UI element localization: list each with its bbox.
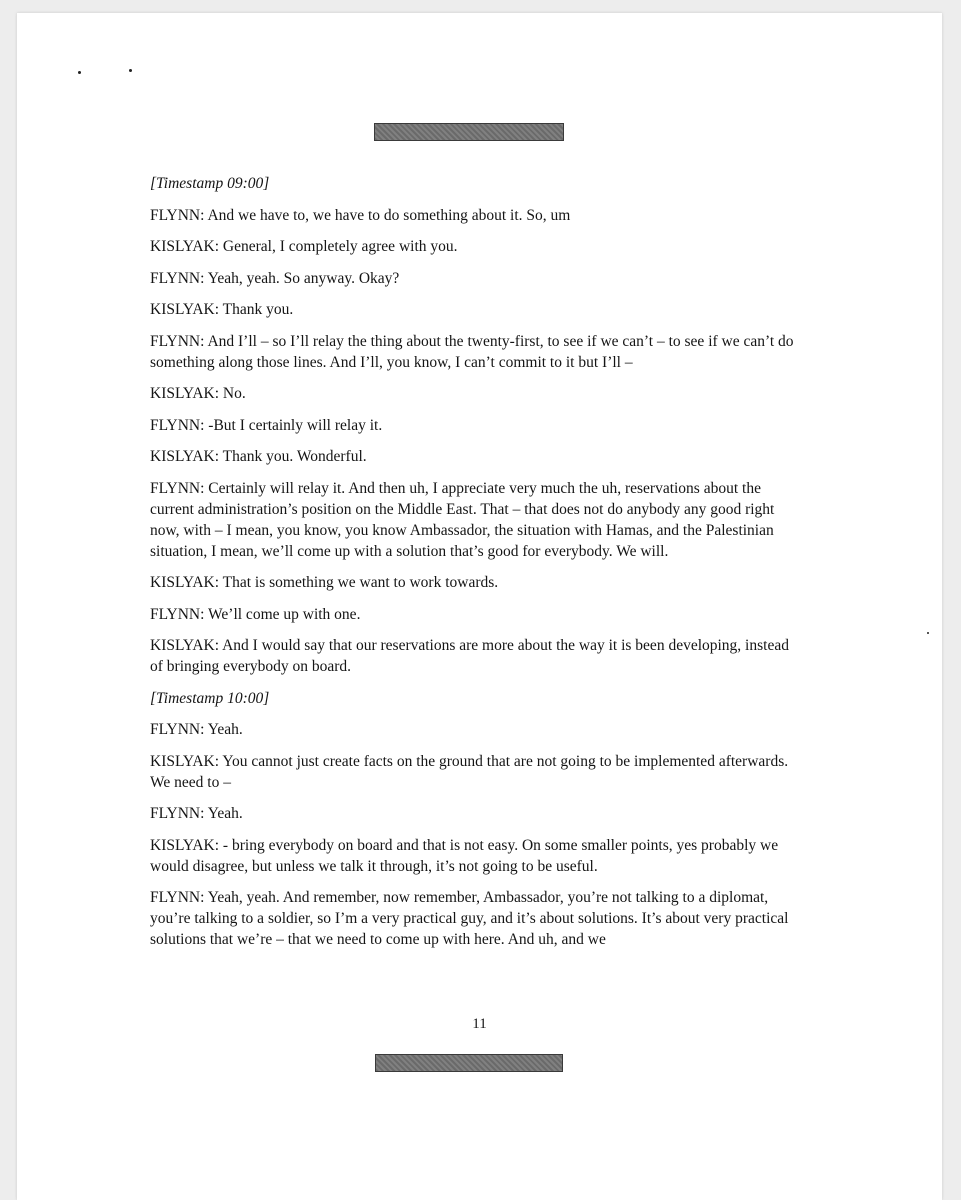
page-number: 11 (472, 1016, 487, 1032)
dialogue-line: FLYNN: We’ll come up with one. (150, 605, 361, 623)
timestamp-line: [Timestamp 09:00] (150, 175, 270, 192)
dialogue-line: FLYNN: Yeah. (150, 805, 243, 822)
dialogue-line: FLYNN: And I’ll – so I’ll relay the thing about the twenty-first, to see if we can’t – to see if we can’t do something along those lines. And I’ll, you know, I can’t commit to it but I’ll – (150, 332, 794, 371)
document-page (17, 13, 942, 1200)
dialogue-line: KISLYAK: No. (150, 385, 246, 402)
dialogue-line: KISLYAK: You cannot just create facts on the ground that are not going to be implemented afterwards. We need to – (150, 752, 789, 791)
scan-speck (78, 71, 81, 74)
dialogue-line: KISLYAK: And I would say that our reservations are more about the way it is been developing, instead of bringing everybody on board. (150, 637, 789, 675)
dialogue-line: KISLYAK: Thank you. (150, 301, 294, 318)
dialogue-line: FLYNN: And we have to, we have to do something about it. So, um (150, 206, 571, 224)
dialogue-line: FLYNN: Yeah, yeah. And remember, now remember, Ambassador, you’re not talking to a diplomat, you’re talking to a soldier, so I’m a very practical guy, and it’s about solutions. It’s about very practical solutions that we’re – that we need to come up with here. And uh, and we (150, 889, 789, 948)
dialogue-line: FLYNN: Yeah. (150, 721, 243, 738)
dialogue-line: KISLYAK: Thank you. Wonderful. (150, 448, 367, 465)
scan-speck (129, 69, 132, 72)
dialogue-line: KISLYAK: - bring everybody on board and that is not easy. On some smaller points, yes probably we would disagree, but unless we talk it through, it’s not going to be useful. (150, 836, 779, 875)
bottom-redaction-bar (375, 1054, 563, 1072)
dialogue-line: FLYNN: Certainly will relay it. And then uh, I appreciate very much the uh, reservations about the current administration’s position on the Middle East. That – that does not do anybody any good right now, with – I mean, you know, you know Ambassador, the situation with Hamas, and the Palestinian situation, I mean, we’ll come up with a solution that’s good for everybody. We will. (150, 479, 775, 560)
dialogue-line: KISLYAK: That is something we want to work towards. (150, 574, 499, 591)
dialogue-line: KISLYAK: General, I completely agree with you. (150, 238, 458, 255)
transcript-body (150, 173, 800, 961)
scan-speck (927, 632, 929, 634)
timestamp-line: [Timestamp 10:00] (150, 689, 270, 707)
dialogue-line: FLYNN: Yeah, yeah. So anyway. Okay? (150, 269, 400, 287)
dialogue-line: FLYNN: -But I certainly will relay it. (150, 416, 383, 434)
top-redaction-bar (374, 123, 564, 141)
